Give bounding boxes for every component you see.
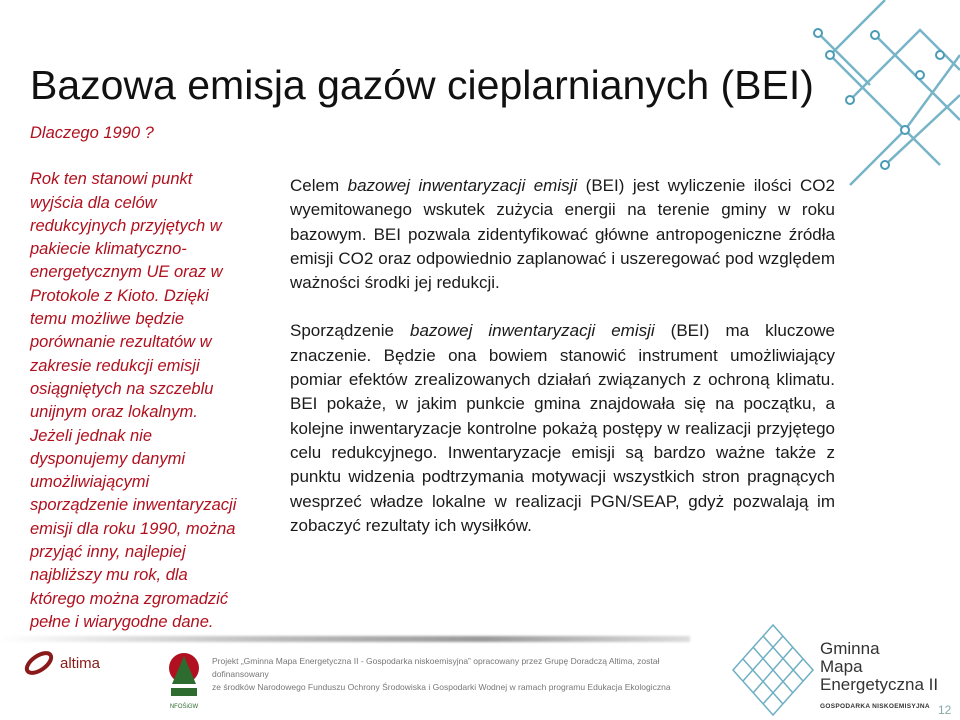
footer-divider [0, 636, 690, 642]
left-text-line: Rok ten stanowi punkt [30, 170, 193, 189]
left-text-line: pełne i wiarygodne dane. [30, 612, 214, 631]
text: Sporządzenie [290, 321, 410, 341]
right-column [290, 174, 835, 562]
left-text-line: zakresie redukcji emisji [30, 356, 200, 375]
left-text-line: pakiecie klimatyczno- [30, 240, 187, 259]
italic-text: bazowej inwentaryzacji emisji [347, 176, 578, 195]
gmm-network-logo-icon [728, 620, 818, 720]
left-text-line: redukcyjnych przyjętych w [30, 216, 222, 235]
gmm-logo [820, 640, 938, 716]
left-text-line: dysponujemy danymi [30, 449, 185, 468]
altima-logo [22, 650, 100, 676]
italic-text: bazowej inwentaryzacji emisji [410, 321, 655, 341]
left-text-line: Jeżeli jednak nie [30, 426, 152, 445]
gmm-line: Gminna [820, 639, 880, 658]
question-heading: Dlaczego 1990 ? [30, 124, 154, 142]
project-credits [212, 655, 692, 694]
left-text-line: umożliwiającymi [30, 473, 150, 492]
text: (BEI) ma kluczowe znaczenie. Będzie ona bowiem stanowić instrument umożliwiający pomiar efektów zrealizowanych działań związanych z ochroną klimatu. BEI pokaże, w jakim punkcie gmina znajdowała się na początku, a kolejne inwentaryzacje kontrolne pokażą postępy w realizacji przyjętego celu redukcyjnego. Inwentaryzacje emisji są bardzo ważne także z punktu widzenia podtrzymania motywacji wszystkich stron pragnących wesprzeć władze lokalne w realizacji PGN/SEAP, gdyż pozwalają im zobaczyć rezultaty ich wysiłków. [290, 321, 836, 535]
left-text-line: energetycznym UE oraz w [30, 263, 223, 282]
left-text-line: temu możliwe będzie [30, 310, 185, 329]
credits-line: Projekt „Gminna Mapa Energetyczna II - Gospodarka niskoemisyjna” opracowany przez Grupę Doradczą Altima, został dofinansowany [212, 656, 660, 679]
left-text-line: unijnym oraz lokalnym. [30, 403, 198, 422]
left-text-line: którego można zgromadzić [30, 589, 229, 608]
gmm-subtitle: GOSPODARKA NISKOEMISYJNA [820, 703, 930, 710]
left-text-line: porównanie rezultatów w [30, 333, 212, 352]
nfosigw-text: NFOŚiGW [169, 704, 199, 710]
credits-line: ze środków Narodowego Funduszu Ochrony Środowiska i Gospodarki Wodnej w ramach programu Edukacja Ekologiczna [212, 682, 671, 692]
left-column [30, 122, 285, 634]
gmm-line: Energetyczna II [820, 675, 939, 694]
page-number: 12 [938, 703, 952, 717]
paragraph-1 [290, 174, 835, 295]
left-text-line: wyjścia dla celów [30, 193, 157, 212]
left-text-line: sporządzenie inwentaryzacji [30, 496, 237, 515]
gmm-line: Mapa [820, 657, 863, 676]
slide-title: Bazowa emisja gazów cieplarnianych (BEI) [30, 62, 814, 108]
paragraph-2 [290, 319, 835, 538]
left-text-line: Protokole z Kioto. Dzięki [30, 286, 209, 305]
left-text-line: osiągniętych na szczeblu [30, 379, 214, 398]
left-text-line: przyjąć inny, najlepiej [30, 543, 186, 562]
text: Celem [290, 176, 348, 195]
altima-swoosh-icon [22, 650, 56, 676]
nfosigw-logo [168, 650, 200, 712]
altima-text: altima [60, 654, 101, 672]
left-text [30, 168, 285, 634]
left-text-line: emisji dla roku 1990, można [30, 519, 236, 538]
text: (BEI) jest wyliczenie ilości CO2 wyemitowanego wskutek zużycia energii na terenie gminy w roku bazowym. BEI pozwala zidentyfikować główne antropogeniczne źródła emisji CO2 oraz odpowiednio zaplanować i uszeregować pod względem ważności środki jej redukcji. [290, 176, 835, 293]
left-text-line: najbliższy mu rok, dla [30, 566, 188, 585]
